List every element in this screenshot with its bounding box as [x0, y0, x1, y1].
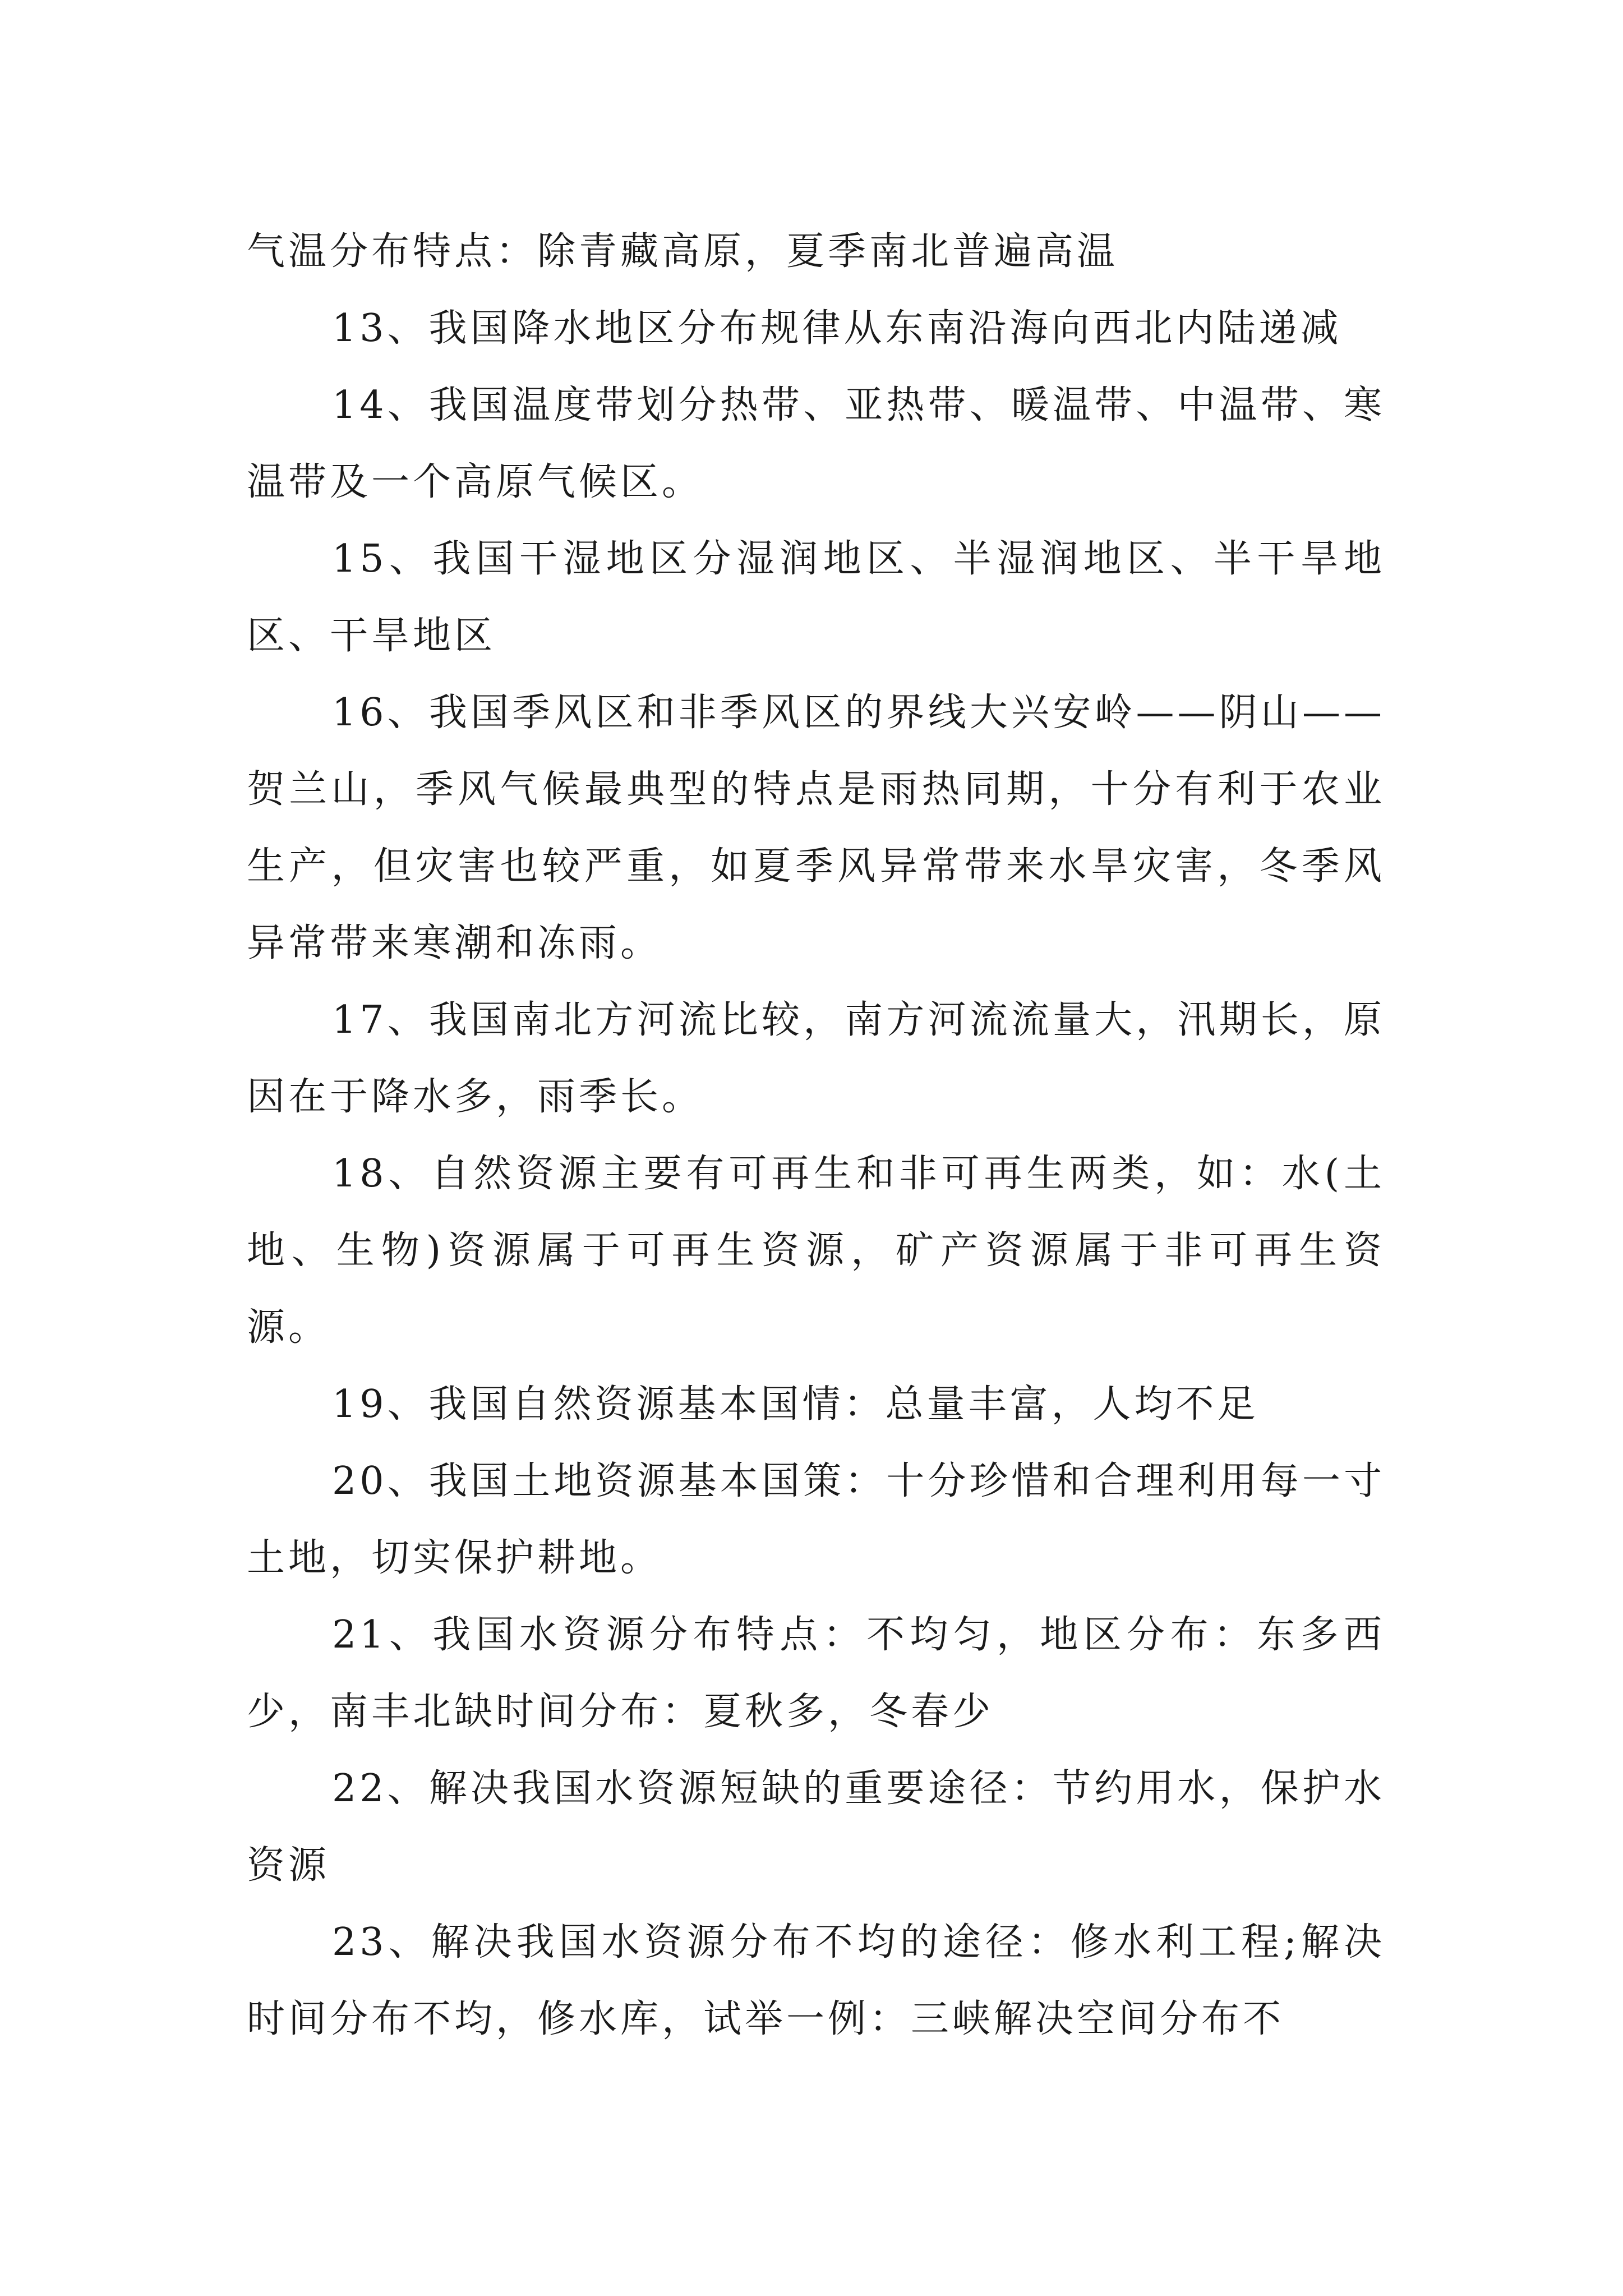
paragraph-17-rivers: 17、我国南北方河流比较，南方河流流量大，汛期长，原因在于降水多，雨季长。 — [247, 998, 1385, 1119]
paragraph-14-temperature-zones: 14、我国温度带划分热带、亚热带、暖温带、中温带、寒温带及一个高原气候区。 — [247, 383, 1385, 504]
paragraph-18-natural-resources: 18、自然资源主要有可再生和非可再生两类，如：水(土地、生物)资源属于可再生资源，矿产资源属于非可再生资源。 — [247, 1152, 1385, 1350]
paragraph-19-resource-situation: 19、我国自然资源基本国情：总量丰富，人均不足 — [332, 1382, 1259, 1427]
paragraph-15-dry-wet-regions: 15、我国干湿地区分湿润地区、半湿润地区、半干旱地区、干旱地区 — [247, 537, 1385, 658]
paragraph-16-monsoon-boundary: 16、我国季风区和非季风区的界线大兴安岭——阴山——贺兰山，季风气候最典型的特点是雨热同期，十分有利于农业生产，但灾害也较严重，如夏季风异常带来水旱灾害，冬季风异常带来寒潮和冻雨。 — [247, 691, 1385, 965]
paragraph-13-precipitation: 13、我国降水地区分布规律从东南沿海向西北内陆递减 — [332, 306, 1342, 351]
paragraph-temperature-distribution: 气温分布特点：除青藏高原，夏季南北普遍高温 — [247, 229, 1119, 274]
paragraph-23-uneven-water: 23、解决我国水资源分布不均的途径：修水利工程;解决时间分布不均，修水库，试举一例：三峡解决空间分布不 — [247, 1920, 1385, 2041]
paragraph-20-land-policy: 20、我国土地资源基本国策：十分珍惜和合理利用每一寸土地，切实保护耕地。 — [247, 1459, 1385, 1580]
paragraph-22-water-shortage: 22、解决我国水资源短缺的重要途径：节约用水，保护水资源 — [247, 1766, 1385, 1888]
document-body — [247, 213, 1385, 2058]
paragraph-21-water-distribution: 21、我国水资源分布特点：不均匀，地区分布：东多西少，南丰北缺时间分布：夏秋多，冬春少 — [247, 1613, 1385, 1734]
